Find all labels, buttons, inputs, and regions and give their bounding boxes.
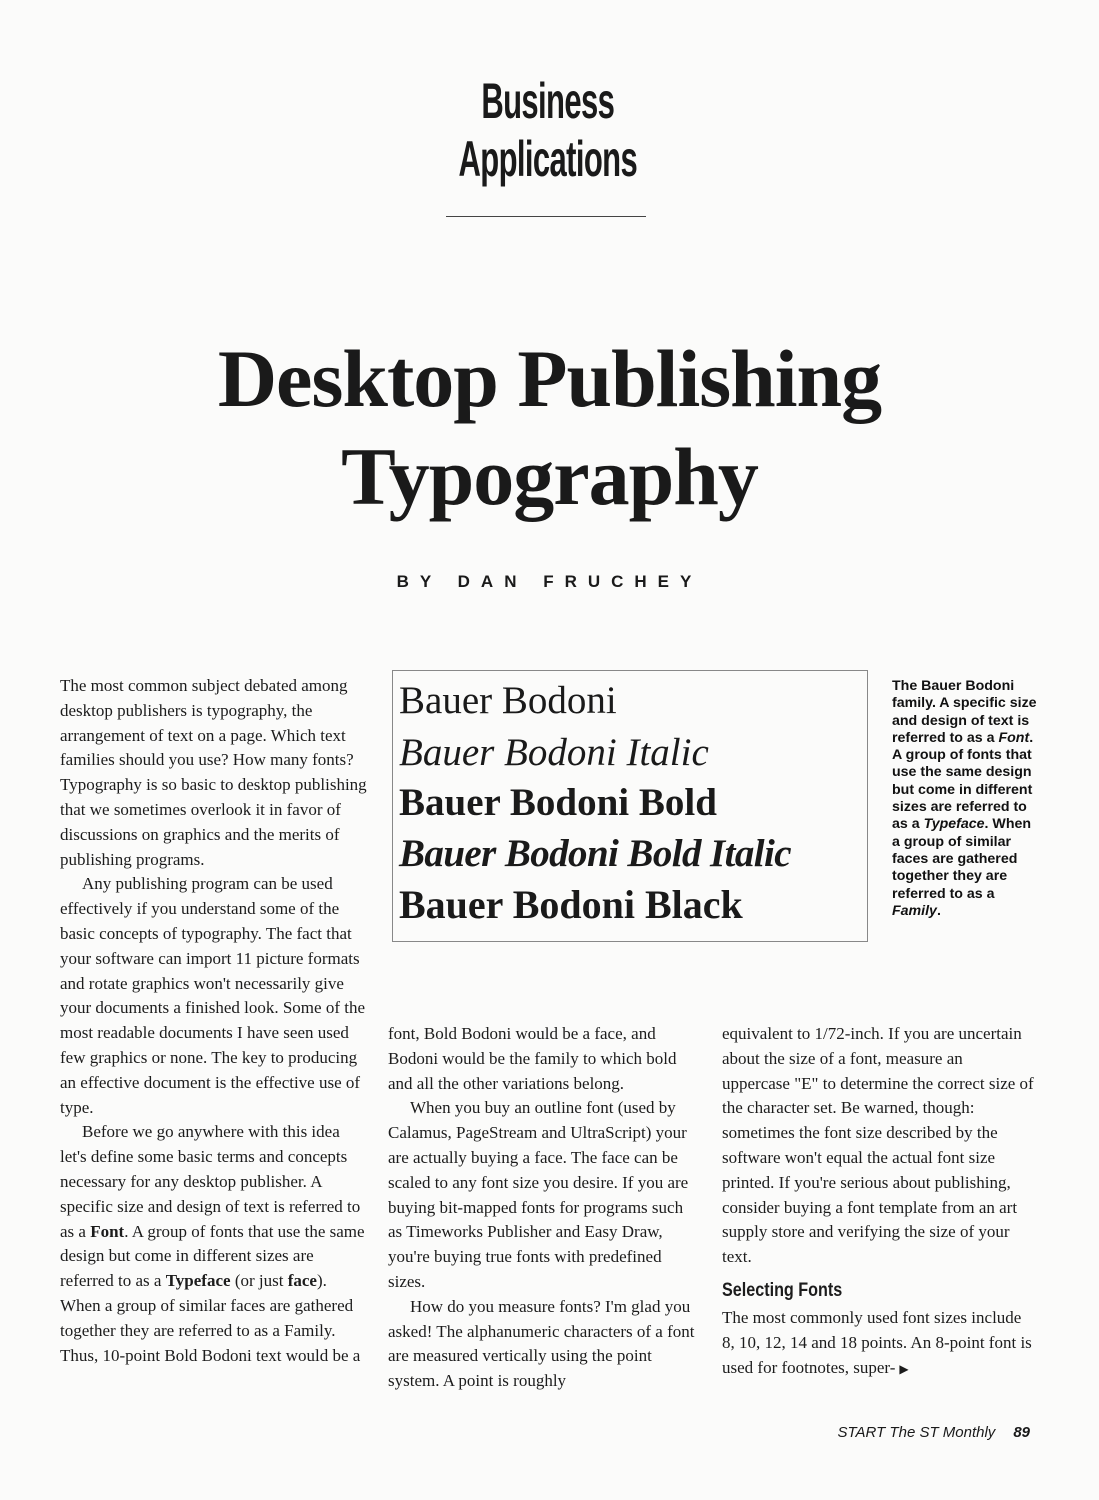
body-column-2 bbox=[388, 1022, 700, 1394]
term-face: face bbox=[287, 1271, 317, 1291]
body-column-1 bbox=[60, 674, 370, 1368]
paragraph: Before we go anywhere with this idea let's define some basic terms and concepts necessary for any desktop publisher. A specific size and design of text is referred to as a Font. A group of fonts that use the same design but come in different sizes are referred to as a Typeface (or just face). When a group of similar faces are gathered together they are referred to as a Family. Thus, 10-point Bold Bodoni text would be a bbox=[60, 1122, 365, 1365]
page-footer bbox=[790, 1424, 1030, 1441]
paragraph: How do you measure fonts? I'm glad you asked! The alphanumeric characters of a font are measured vertically using the point system. A point is roughly bbox=[388, 1296, 695, 1391]
body-column-3 bbox=[722, 1022, 1034, 1381]
page-number: 89 bbox=[1013, 1424, 1030, 1441]
term-font: Font bbox=[90, 1221, 125, 1241]
term-typeface: Typeface bbox=[165, 1271, 231, 1291]
font-sample-figure bbox=[392, 670, 868, 942]
byline: BY DAN FRUCHEY bbox=[396, 572, 703, 591]
paragraph: Any publishing program can be used effectively if you understand some of the basic concepts of typography. The fact that your software can import 11 picture formats and rotate graphics won't necessarily give your documents a finished look. Some of the most readable documents I have seen used few graphics or none. The key to producing an effective document is the effective use of type. bbox=[60, 874, 366, 1117]
publication-name: START The ST Monthly bbox=[837, 1424, 996, 1441]
section-title-line1: Business bbox=[481, 73, 615, 129]
article-title-line2: Typography bbox=[341, 431, 758, 522]
paragraph: equivalent to 1/72-inch. If you are uncertain about the size of a font, measure an uppercase "E" to determine the correct size of the character set. Be warned, though: sometimes the font size described by the software won't equal the actual font size printed. If you're serious about publishing, consider buying a font template from an art supply store and verifying the size of your text. bbox=[722, 1024, 1034, 1267]
section-title bbox=[207, 72, 888, 188]
paragraph: The most commonly used font sizes include 8, 10, 12, 14 and 18 points. An 8-point font is used for footnotes, super- ▶ bbox=[722, 1307, 1032, 1377]
paragraph: When you buy an outline font (used by Calamus, PageStream and UltraScript) your are actually buying a face. The face can be scaled to any font size you desire. If you are buying bit-mapped fonts for programs such as Timeworks Publisher and Easy Draw, you're buying true fonts with predefined sizes. bbox=[388, 1098, 689, 1291]
article-title bbox=[0, 330, 1099, 526]
paragraph: The most common subject debated among desktop publishers is typography, the arrangement of text on a page. Which text families should you use? How many fonts? Typography is so basic to desktop publishing that we sometimes overlook it in favor of discussions on graphics and the merits of publishing programs. bbox=[60, 676, 367, 869]
article-title-line1: Desktop Publishing bbox=[217, 333, 882, 424]
font-sample-italic: Bauer Bodoni Italic bbox=[399, 731, 709, 774]
font-sample-black: Bauer Bodoni Black bbox=[399, 882, 743, 927]
section-title-line2: Applications bbox=[458, 131, 638, 187]
section-divider bbox=[446, 216, 646, 217]
figure-caption: The Bauer Bodoni family. A specific size and design of text is referred to as a Font. A group of fonts that use the same design but come in different sizes are referred to as a Typeface. When a group of similar faces are gathered together they are referred to as a Family. bbox=[892, 678, 1037, 919]
subheading: Selecting Fonts bbox=[722, 1279, 843, 1301]
font-sample-regular: Bauer Bodoni bbox=[399, 679, 617, 722]
font-sample-bold: Bauer Bodoni Bold bbox=[399, 781, 717, 824]
continue-arrow-icon: ▶ bbox=[899, 1361, 909, 1376]
paragraph: font, Bold Bodoni would be a face, and Bodoni would be the family to which bold and all the other variations belong. bbox=[388, 1024, 677, 1093]
font-sample-bold-italic: Bauer Bodoni Bold Italic bbox=[399, 832, 791, 875]
